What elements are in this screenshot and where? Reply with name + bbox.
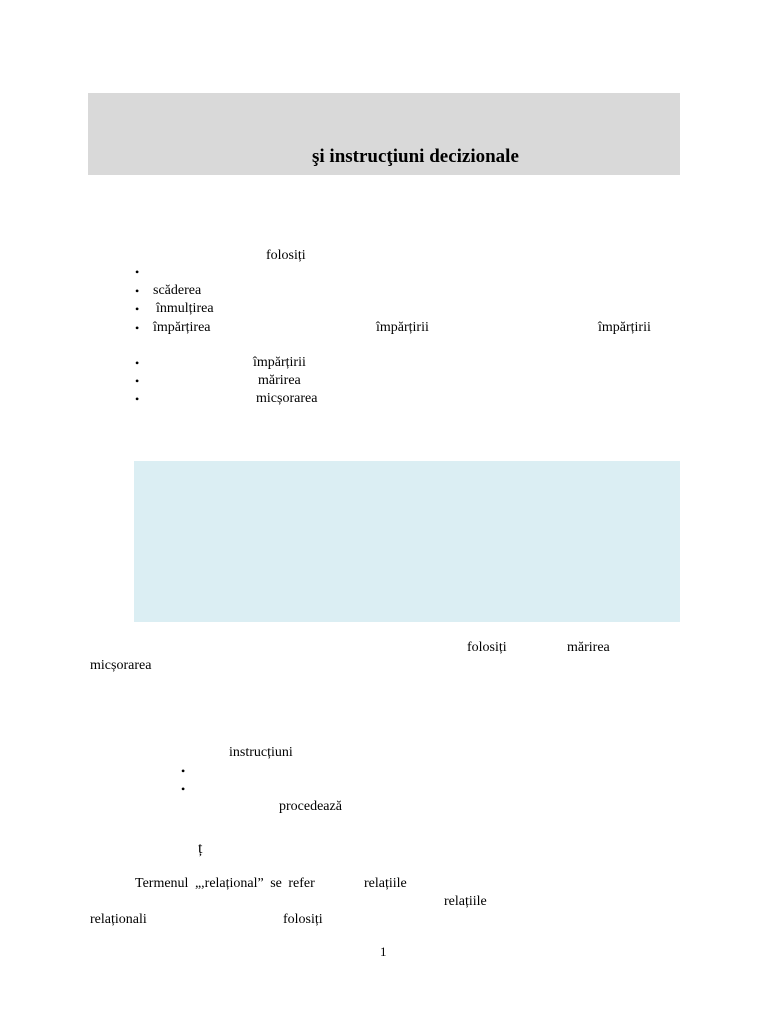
para-marirea: mărirea [567, 640, 610, 655]
bullet-5: • [135, 356, 140, 370]
word-instructiuni: instrucțiuni [229, 745, 293, 760]
impartire-extra-1: împărțirii [376, 320, 429, 335]
page-number: 1 [380, 944, 387, 959]
word-folositi: folosiți [266, 248, 306, 263]
list-item-2: scăderea [153, 283, 202, 298]
list-item-3: înmulțirea [156, 301, 214, 316]
bullet-8: • [181, 764, 186, 778]
list-item-7: micșorarea [256, 391, 318, 406]
bullet-7: • [135, 392, 140, 406]
bullet-3: • [135, 302, 140, 316]
para-folositi: folosiți [467, 640, 507, 655]
list-item-6: mărirea [258, 373, 301, 388]
bullet-6: • [135, 374, 140, 388]
para2-relatiile-2: relațiile [444, 894, 487, 909]
para-micsorarea: micșorarea [90, 658, 152, 673]
bullet-2: • [135, 284, 140, 298]
page-title: şi instrucţiuni decizionale [312, 146, 519, 167]
bullet-4: • [135, 321, 140, 335]
para2-relationali: relaționali [90, 912, 147, 927]
list-item-5: împărțirii [253, 355, 306, 370]
para2-line1: Termenul „,relațional” se refer [135, 876, 315, 891]
word-procedeaza: procedează [279, 799, 342, 814]
bullet-1: • [135, 265, 140, 279]
impartire-extra-2: împărțirii [598, 320, 651, 335]
para2-relatiile-1: relațiile [364, 876, 407, 891]
t-char: ț [198, 840, 203, 857]
para2-folositi: folosiți [283, 912, 323, 927]
list-item-4: împărțirea [153, 320, 211, 335]
highlight-box [134, 461, 680, 622]
bullet-9: • [181, 782, 186, 796]
